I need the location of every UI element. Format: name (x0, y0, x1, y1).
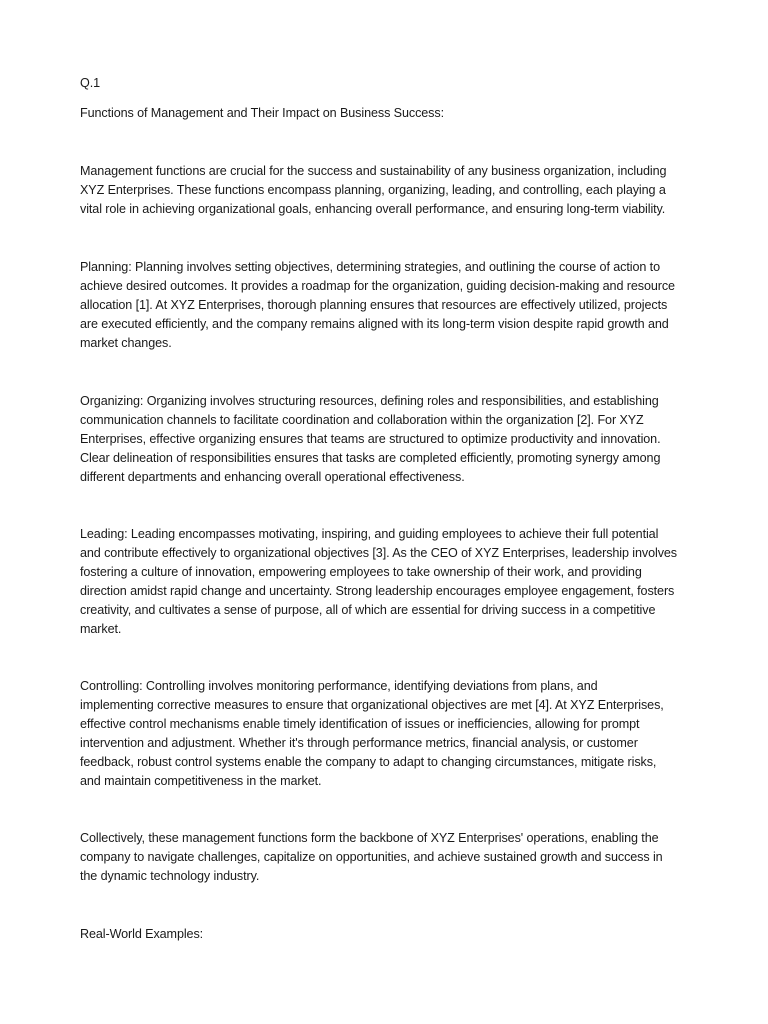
document-page (80, 0, 700, 1024)
text-line: Organizing: Organizing involves structuring resources, defining roles and responsibilities, and establishing (80, 394, 659, 408)
text-line: Planning: Planning involves setting objectives, determining strategies, and outlining the course of action to (80, 260, 660, 274)
text-line: fostering a culture of innovation, empowering employees to take ownership of their work, and providing (80, 564, 642, 579)
paragraph-collective (80, 829, 700, 886)
text-line: market. (80, 621, 122, 636)
text-line: Collectively, these management functions form the backbone of XYZ Enterprises' operations, enabling the (80, 831, 659, 845)
text-line: allocation [1]. At XYZ Enterprises, thorough planning ensures that resources are effectively utilized, projects (80, 297, 668, 312)
document-title: Functions of Management and Their Impact on Business Success: (80, 106, 444, 120)
text-line: Clear delineation of responsibilities ensures that tasks are completed efficiently, promoting synergy among (80, 450, 661, 465)
text-line: direction amidst rapid change and uncertainty. Strong leadership encourages employee engagement, fosters (80, 583, 675, 598)
text-line: creativity, and cultivates a sense of purpose, all of which are essential for driving success in a competitive (80, 602, 656, 617)
section-heading-real-world-examples: Real-World Examples: (80, 927, 204, 941)
text-line: Management functions are crucial for the success and sustainability of any business organization, including (80, 164, 667, 178)
paragraph-leading (80, 525, 700, 638)
text-line: XYZ Enterprises. These functions encompass planning, organizing, leading, and controlling, each playing a (80, 182, 666, 197)
text-line: achieve desired outcomes. It provides a roadmap for the organization, guiding decision-making and resource (80, 278, 675, 293)
text-line: effective control mechanisms enable timely identification of issues or inefficiencies, allowing for prompt (80, 716, 640, 731)
text-line: different departments and enhancing overall operational effectiveness. (80, 469, 465, 484)
text-line: communication channels to facilitate coordination and collaboration within the organization [2]. For XYZ (80, 412, 644, 427)
text-line: and contribute effectively to organizational objectives [3]. As the CEO of XYZ Enterprises, leadership involves (80, 545, 677, 560)
text-line: and maintain competitiveness in the market. (80, 773, 322, 788)
text-line: market changes. (80, 335, 172, 350)
text-line: company to navigate challenges, capitalize on opportunities, and achieve sustained growth and success in (80, 849, 663, 864)
paragraph-intro (80, 162, 700, 219)
paragraph-controlling (80, 677, 700, 790)
text-line: Leading: Leading encompasses motivating, inspiring, and guiding employees to achieve their full potential (80, 527, 659, 541)
text-line: intervention and adjustment. Whether it's through performance metrics, financial analysis, or customer (80, 735, 638, 750)
text-line: feedback, robust control systems enable the company to adapt to changing circumstances, mitigate risks, (80, 754, 657, 769)
text-line: implementing corrective measures to ensure that organizational objectives are met [4]. At XYZ Enterprises, (80, 697, 664, 712)
text-line: Enterprises, effective organizing ensures that teams are structured to optimize productivity and innovation. (80, 431, 661, 446)
text-line: vital role in achieving organizational goals, enhancing overall performance, and ensuring long-term viability. (80, 201, 666, 216)
question-label: Q.1 (80, 76, 100, 90)
paragraph-planning (80, 258, 700, 353)
text-line: are executed efficiently, and the company remains aligned with its long-term vision despite rapid growth and (80, 316, 669, 331)
text-line: the dynamic technology industry. (80, 868, 260, 883)
paragraph-organizing (80, 392, 700, 487)
text-line: Controlling: Controlling involves monitoring performance, identifying deviations from plans, and (80, 679, 598, 693)
